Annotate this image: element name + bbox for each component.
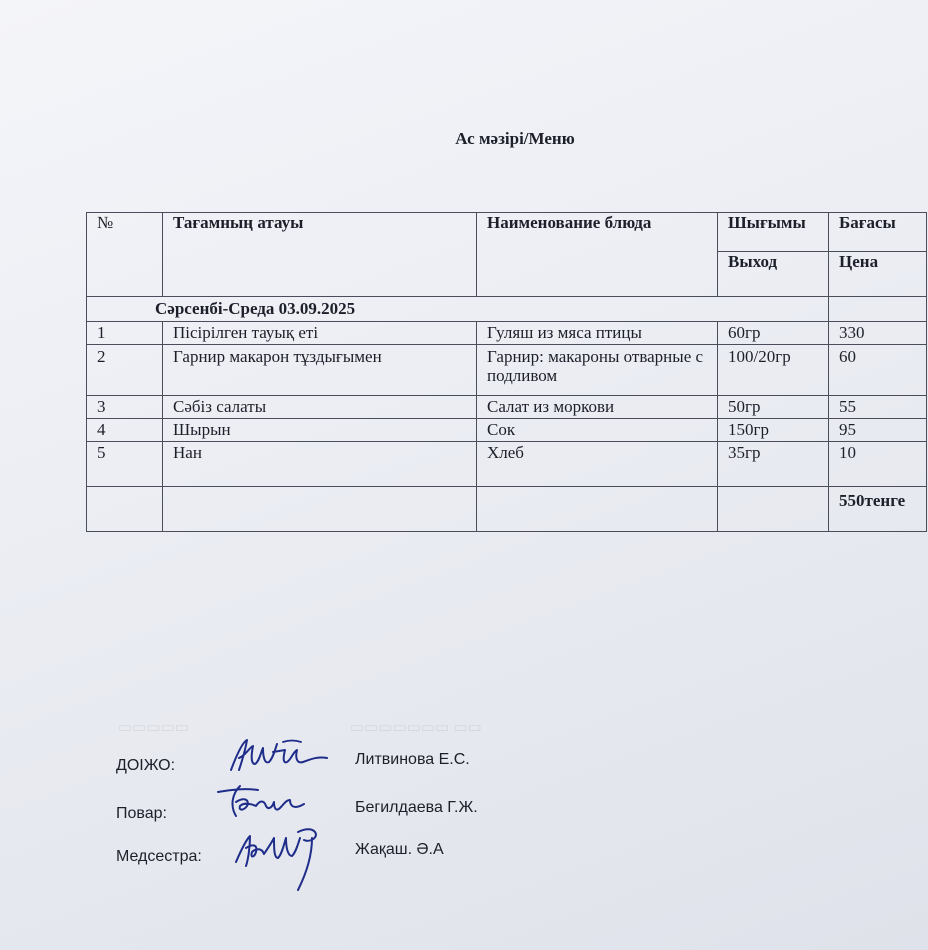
- table-header-row: [87, 213, 927, 252]
- header-yield-ru: Выход: [718, 252, 829, 297]
- signature-name: Бегилдаева Г.Ж.: [355, 799, 478, 816]
- signature-name: Литвинова Е.С.: [355, 751, 470, 768]
- row-name-ru: Хлеб: [477, 442, 718, 487]
- row-name-ru: Салат из моркови: [477, 396, 718, 419]
- menu-table: [86, 212, 927, 532]
- day-empty-cell: [829, 297, 927, 322]
- row-name-kz: Шырын: [163, 419, 477, 442]
- row-price: 60: [829, 345, 927, 396]
- day-row: [87, 297, 927, 322]
- row-num: 4: [87, 419, 163, 442]
- row-num: 5: [87, 442, 163, 487]
- total-row: [87, 487, 927, 532]
- row-name-kz: Нан: [163, 442, 477, 487]
- table-row: [87, 396, 927, 419]
- row-name-ru: Гуляш из мяса птицы: [477, 322, 718, 345]
- row-yield: 50гр: [718, 396, 829, 419]
- signature-name: Жақаш. Ә.А: [355, 841, 444, 858]
- row-price: 55: [829, 396, 927, 419]
- header-num: №: [87, 213, 163, 297]
- table-row: [87, 419, 927, 442]
- table-row: [87, 345, 927, 396]
- row-price: 95: [829, 419, 927, 442]
- signature-role: Медсестра:: [116, 848, 202, 865]
- row-yield: 100/20гр: [718, 345, 829, 396]
- signature-role: Повар:: [116, 805, 167, 822]
- header-yield-kz: Шығымы: [718, 213, 829, 252]
- show-through-text: ▭▭▭▭▭: [118, 719, 189, 736]
- row-num: 2: [87, 345, 163, 396]
- header-price-ru: Цена: [829, 252, 927, 297]
- row-num: 1: [87, 322, 163, 345]
- document-title: Ас мәзірі/Меню: [455, 129, 575, 148]
- signature-2-image: [210, 780, 310, 822]
- row-name-ru: Гарнир: макароны отварные с подливом: [477, 345, 718, 396]
- header-name-ru: Наименование блюда: [477, 213, 718, 297]
- header-price-kz: Бағасы: [829, 213, 927, 252]
- total-empty-cell: [163, 487, 477, 532]
- show-through-text: ▭▭▭▭▭▭▭ ▭▭: [350, 719, 482, 736]
- total-price: 550тенге: [829, 487, 927, 532]
- header-name-kz: Тағамның атауы: [163, 213, 477, 297]
- signature-role: ДОІЖО:: [116, 757, 176, 774]
- row-name-kz: Сәбіз салаты: [163, 396, 477, 419]
- row-price: 330: [829, 322, 927, 345]
- total-empty-cell: [718, 487, 829, 532]
- total-empty-cell: [477, 487, 718, 532]
- row-name-kz: Гарнир макарон тұздығымен: [163, 345, 477, 396]
- row-yield: 150гр: [718, 419, 829, 442]
- row-num: 3: [87, 396, 163, 419]
- row-name-ru: Сок: [477, 419, 718, 442]
- row-price: 10: [829, 442, 927, 487]
- row-yield: 60гр: [718, 322, 829, 345]
- total-empty-cell: [87, 487, 163, 532]
- table-row: [87, 322, 927, 345]
- row-yield: 35гр: [718, 442, 829, 487]
- row-name-kz: Пісірілген тауық еті: [163, 322, 477, 345]
- day-label: Сәрсенбі-Среда 03.09.2025: [87, 297, 829, 322]
- signature-3-image: [232, 818, 332, 898]
- table-row: [87, 442, 927, 487]
- signature-1-image: [225, 734, 335, 776]
